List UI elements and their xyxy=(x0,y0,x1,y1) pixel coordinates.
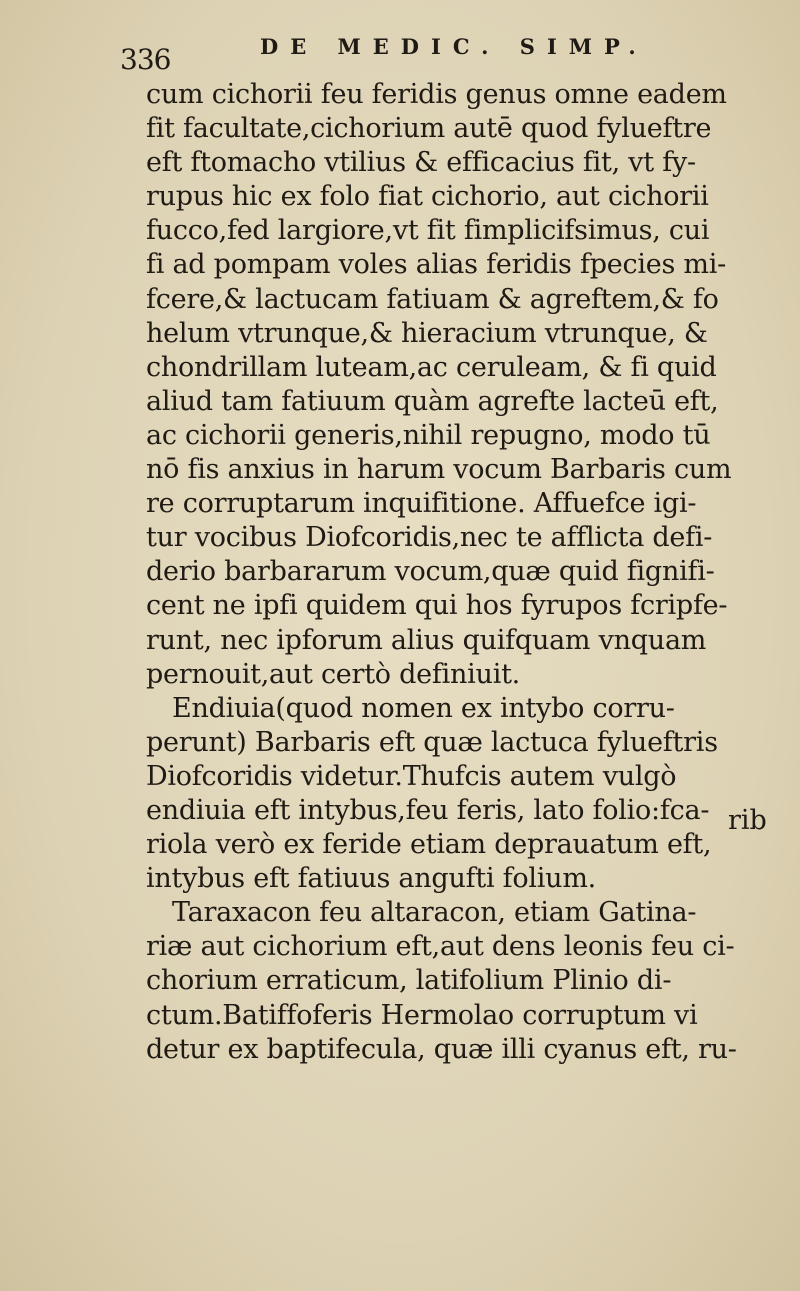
paragraph-start-line: Taraxacon feu altaracon, etiam Gatina- xyxy=(172,897,697,929)
text-line: fit facultate,cichorium autē quod fylueftre xyxy=(146,113,712,145)
text-line: cent ne ipfi quidem qui hos fyrupos fcripfe- xyxy=(146,590,728,622)
text-line: rupus hic ex folo fiat cichorio, aut cichorii xyxy=(146,181,709,213)
text-line: riæ aut cichorium eft,aut dens leonis feu ci- xyxy=(146,931,735,963)
catchword: rib xyxy=(728,805,767,836)
paragraph-start-line: Endiuia(quod nomen ex intybo corru- xyxy=(172,692,675,724)
text-line: helum vtrunque,& hieracium vtrunque, & xyxy=(146,317,708,349)
text-line: Diofcoridis videtur.Thufcis autem vulgò xyxy=(146,760,677,792)
text-line: intybus eft fatiuus angufti folium. xyxy=(146,863,596,895)
text-line: riola verò ex feride etiam deprauatum eft, xyxy=(146,829,712,861)
text-line: endiuia eft intybus,feu feris, lato folio:fca- xyxy=(146,794,710,826)
running-head: DE MEDIC. SIMP. xyxy=(260,34,648,59)
text-line: fi ad pompam voles alias feridis fpecies mi- xyxy=(146,249,727,281)
text-line: nō fis anxius in harum vocum Barbaris cum xyxy=(146,454,732,486)
text-line: runt, nec ipforum alius quifquam vnquam xyxy=(146,624,707,656)
text-line: pernouit,aut certò definiuit. xyxy=(146,658,521,690)
text-line: detur ex baptifecula, quæ illi cyanus eft, ru- xyxy=(146,1033,737,1065)
text-line: chorium erraticum, latifolium Plinio di- xyxy=(146,965,672,997)
text-line: re corruptarum inquifitione. Affuefce igi- xyxy=(146,488,697,520)
text-line: tur vocibus Diofcoridis,nec te afflicta defi- xyxy=(146,522,713,554)
text-line: derio barbararum vocum,quæ quid fignifi- xyxy=(146,556,715,588)
body-text xyxy=(146,78,786,1067)
text-line: fucco,fed largiore,vt fit fimplicifsimus, cui xyxy=(146,215,710,247)
text-line: aliud tam fatiuum quàm agrefte lacteū eft, xyxy=(146,385,719,417)
page-number: 336 xyxy=(120,43,171,76)
text-line: ac cichorii generis,nihil repugno, modo tū xyxy=(146,419,711,451)
text-line: ctum.Batiffoferis Hermolao corruptum vi xyxy=(146,999,698,1031)
page-header xyxy=(108,30,768,76)
text-line: chondrillam luteam,ac ceruleam, & fi quid xyxy=(146,351,717,383)
text-line: fcere,& lactucam fatiuam & agreftem,& fo xyxy=(146,283,719,315)
text-line: perunt) Barbaris eft quæ lactuca fylueftris xyxy=(146,726,718,758)
text-line: cum cichorii feu feridis genus omne eadem xyxy=(146,79,727,110)
text-line: eft ftomacho vtilius & efficacius fit, vt fy- xyxy=(146,147,696,179)
